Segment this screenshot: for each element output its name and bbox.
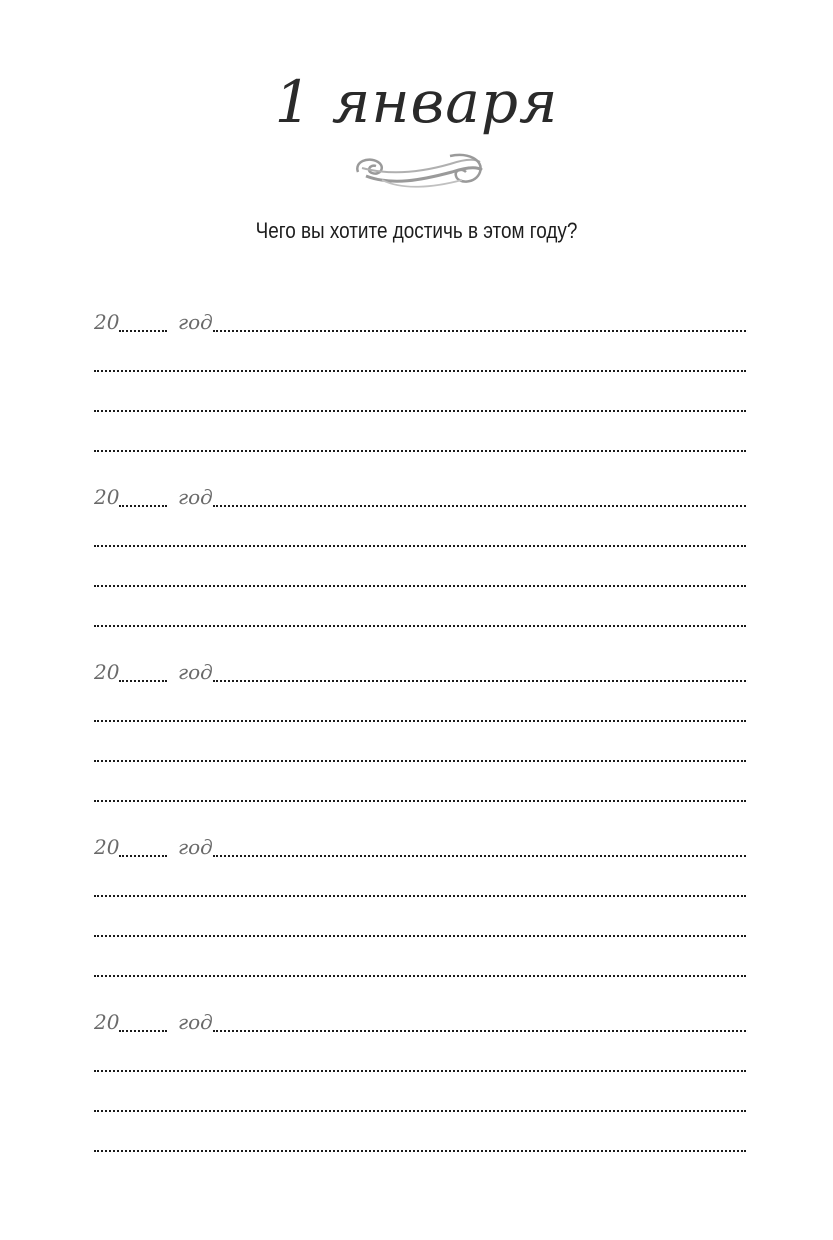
- page-prompt: Чего вы хотите достичь в этом году?: [255, 218, 578, 243]
- year-entry: [94, 1010, 746, 1185]
- year-word: год: [178, 485, 213, 509]
- year-prefix: 20: [94, 485, 120, 509]
- page-title: 1 января: [274, 68, 559, 136]
- flourish-ornament-icon: [352, 150, 486, 194]
- year-word: год: [178, 660, 213, 684]
- year-entry: [94, 835, 746, 1010]
- answer-line[interactable]: [94, 1150, 746, 1152]
- year-word: год: [178, 1010, 213, 1034]
- year-entry: [94, 310, 746, 485]
- year-blank-field[interactable]: [119, 505, 167, 507]
- answer-line[interactable]: [213, 330, 746, 332]
- answer-line[interactable]: [94, 720, 746, 722]
- year-word: год: [178, 310, 213, 334]
- answer-line[interactable]: [94, 410, 746, 412]
- year-prefix: 20: [94, 835, 120, 859]
- entries-list: [94, 310, 746, 1185]
- answer-line[interactable]: [94, 545, 746, 547]
- year-prefix: 20: [94, 660, 120, 684]
- year-row: [94, 1010, 746, 1034]
- year-blank-field[interactable]: [119, 1030, 167, 1032]
- year-row: [94, 835, 746, 859]
- year-prefix: 20: [94, 310, 120, 334]
- year-prefix: 20: [94, 1010, 120, 1034]
- answer-line[interactable]: [94, 935, 746, 937]
- answer-line[interactable]: [94, 370, 746, 372]
- year-blank-field[interactable]: [119, 680, 167, 682]
- year-row: [94, 310, 746, 334]
- answer-line[interactable]: [213, 505, 746, 507]
- year-entry: [94, 485, 746, 660]
- answer-line[interactable]: [94, 1110, 746, 1112]
- answer-line[interactable]: [213, 680, 746, 682]
- answer-line[interactable]: [94, 450, 746, 452]
- answer-line[interactable]: [94, 975, 746, 977]
- answer-line[interactable]: [94, 895, 746, 897]
- year-blank-field[interactable]: [119, 855, 167, 857]
- answer-line[interactable]: [94, 585, 746, 587]
- year-blank-field[interactable]: [119, 330, 167, 332]
- year-row: [94, 485, 746, 509]
- year-row: [94, 660, 746, 684]
- answer-line[interactable]: [94, 1070, 746, 1072]
- answer-line[interactable]: [213, 1030, 746, 1032]
- answer-line[interactable]: [94, 625, 746, 627]
- answer-line[interactable]: [213, 855, 746, 857]
- year-word: год: [178, 835, 213, 859]
- year-entry: [94, 660, 746, 835]
- answer-line[interactable]: [94, 760, 746, 762]
- answer-line[interactable]: [94, 800, 746, 802]
